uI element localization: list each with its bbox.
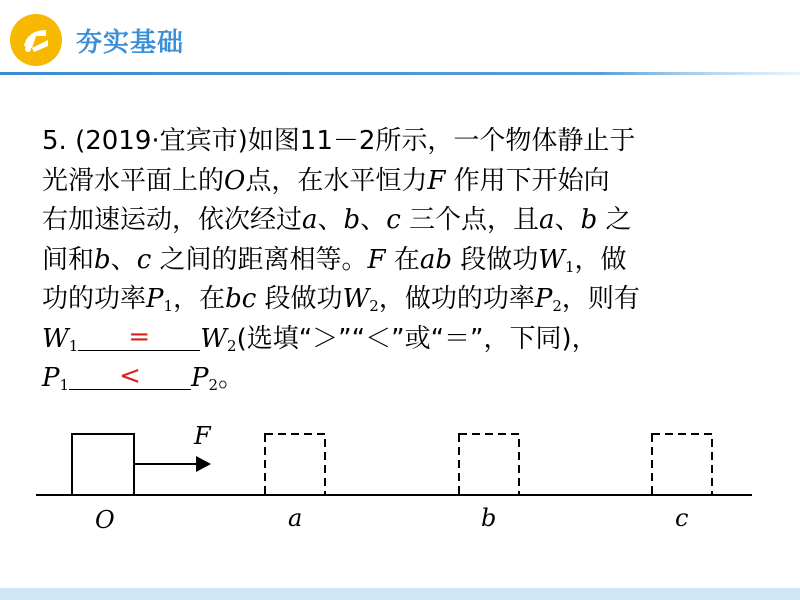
header-divider [0,72,800,76]
force-label: F [194,422,211,450]
question-line-7: $P_1 < P_2$。 [42,361,245,394]
physics-diagram [0,420,800,540]
header-bar [0,0,800,80]
question-line-2: 光滑水平面上的O点，在水平恒力F 作用下开始向 [42,165,610,196]
object-block [72,434,134,495]
question-line-5: 功的功率$P_1$，在bc 段做功$W_2$，做功的功率$P_2$，则有 [42,284,640,315]
dashed-block-c [652,434,712,495]
force-arrow-head [196,456,211,472]
question-line-3: 右加速运动，依次经过a、b、c 三个点，且a、b 之 [42,205,632,235]
dashed-block-b [459,434,519,495]
answer-blank-2 [69,363,191,390]
dashed-block-a [265,434,325,495]
question-text [42,122,762,399]
section-title: 夯实基础 [76,28,185,58]
point-label-c: c [675,504,689,532]
answer-2: < [119,361,141,391]
point-label-b: b [481,504,497,532]
question-line-1: 5. (2019·宜宾市)如图11－2所示，一个物体静止于 [42,126,636,156]
point-label-a: a [288,504,303,532]
point-label-o: O [95,506,115,534]
answer-1: = [128,321,151,352]
pencil-badge-icon [10,14,62,66]
question-line-4: 间和b、c 之间的距离相等。F 在ab 段做功$W_1$，做 [42,244,627,276]
footer-bar [0,588,800,600]
question-line-6: $W_1 = W_2$(选填“＞”“＜”或“＝”，下同)， [42,321,598,355]
answer-blank-1 [78,321,200,352]
